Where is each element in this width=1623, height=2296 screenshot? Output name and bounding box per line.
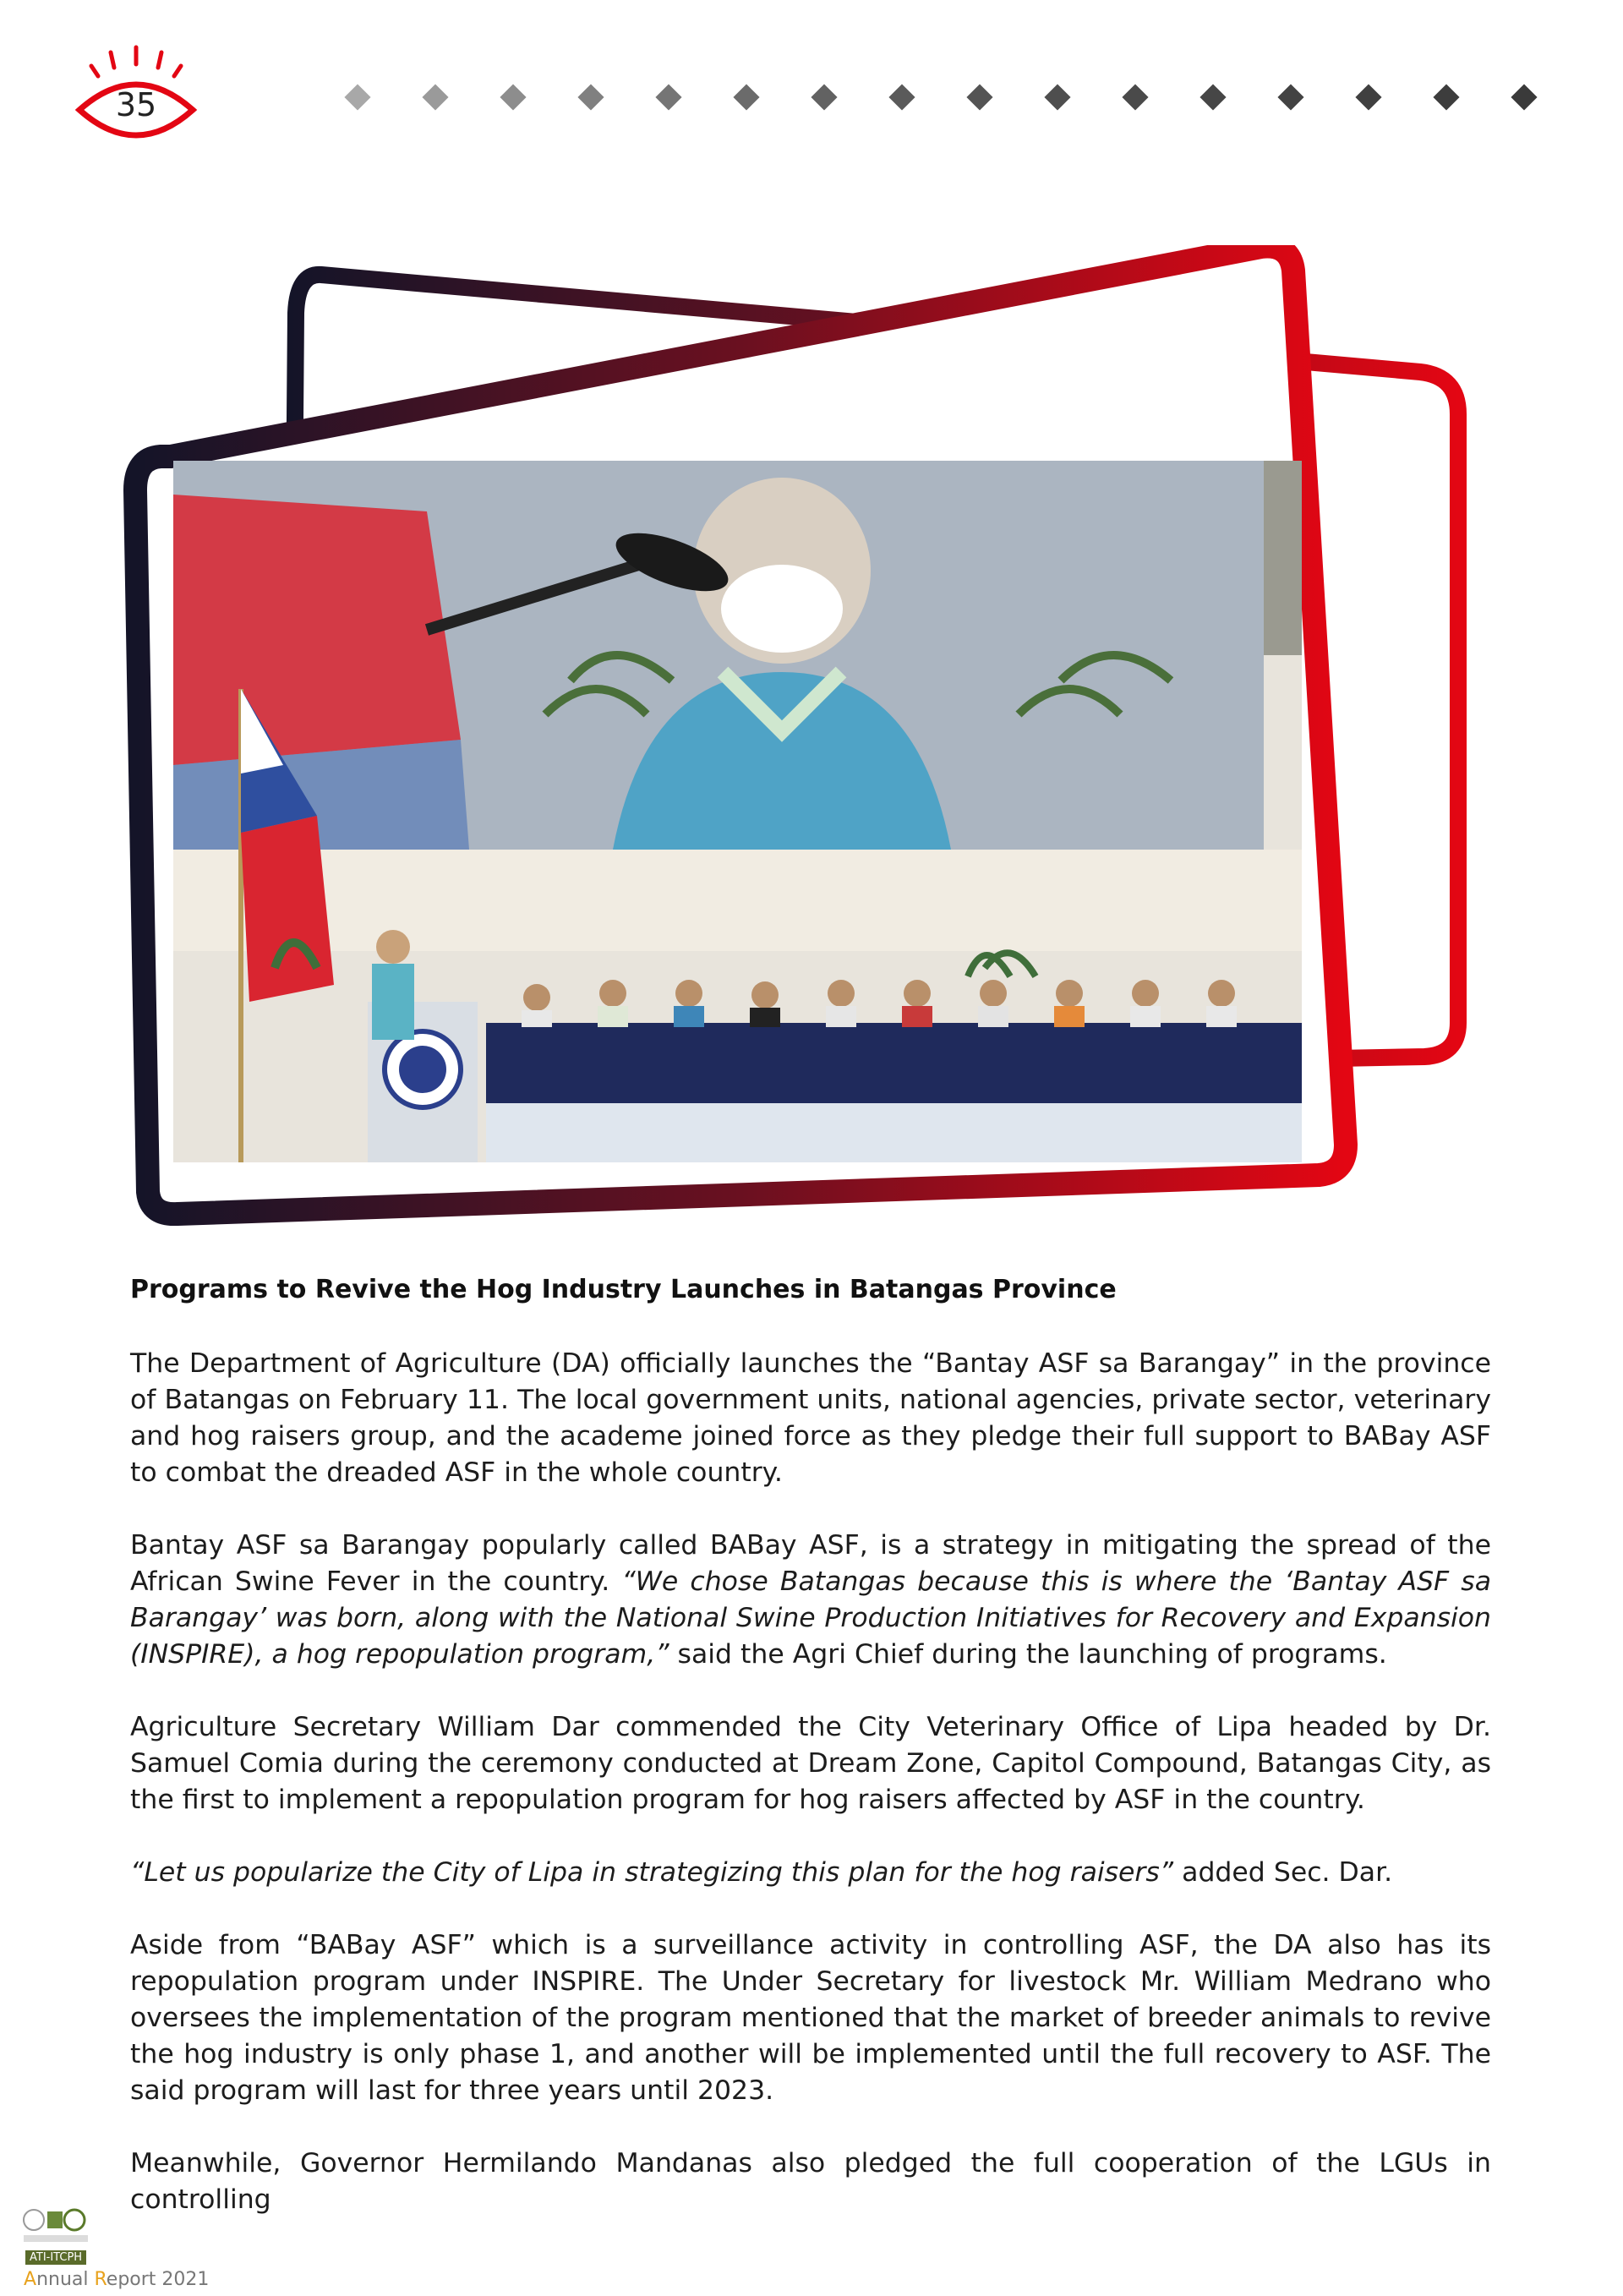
- quote-text: “We chose Batangas because this is where the ‘Bantay ASF sa Barangay’ was born, along with the National Swine Production Initiatives for Recovery and Expansion (INSPIRE), a hog repopulation program,”: [130, 1566, 1491, 1670]
- diamond-ornament: [1199, 84, 1226, 110]
- certification-logos: [22, 2201, 90, 2252]
- diamond-ornament: [1044, 84, 1070, 110]
- paragraph: Aside from “BABay ASF” which is a surveillance activity in controlling ASF, the DA also has its repopulation program under INSPIRE. The Under Secretary for livestock Mr. William Medrano who oversees the implementation of the program mentioned that the market of breeder animals to revive the hog industry is only phase 1, and another will be implemented until the full recovery to ASF. The said program will last for three years until 2023.: [130, 1930, 1491, 2106]
- report-label: [24, 2269, 209, 2290]
- diamond-ornament: [422, 84, 448, 110]
- diamond-ornament: [1355, 84, 1381, 110]
- report-initial: R: [94, 2269, 107, 2290]
- diamond-ornament: [966, 84, 992, 110]
- paragraph: Agriculture Secretary William Dar commended the City Veterinary Office of Lipa headed by Dr. Samuel Comia during the ceremony conducted at Dream Zone, Capitol Compound, Batangas City, as the first to implement a repopulation program for hog raisers affected by ASF in the country.: [130, 1712, 1491, 1815]
- diamond-ornament: [500, 84, 526, 110]
- head-table: [486, 1023, 1302, 1116]
- page-number-badge: [73, 42, 199, 144]
- paragraph-text: Bantay ASF sa Barangay popularly called BABay ASF, is a strategy in mitigating the spread of the African Swine Fever in the country.: [130, 1530, 1491, 1597]
- paragraph: [130, 1528, 1491, 1673]
- paragraph-text: added Sec. Dar.: [1173, 1857, 1393, 1888]
- diamond-ornament: [888, 84, 915, 110]
- report-text: nnual: [36, 2269, 95, 2290]
- paragraph: [130, 1855, 1491, 1891]
- diamond-ornament: [577, 84, 604, 110]
- agency-logo-icon: [47, 2211, 63, 2228]
- diamond-ornament: [655, 84, 681, 110]
- paragraph: Meanwhile, Governor Hermilando Mandanas also pledged the full cooperation of the LGUs in controlling: [130, 2148, 1491, 2215]
- report-initial: A: [24, 2269, 37, 2290]
- quote-text: “Let us popularize the City of Lipa in strategizing this plan for the hog raisers”: [130, 1857, 1174, 1888]
- report-text: eport 2021: [106, 2269, 210, 2290]
- diamond-ornament: [1511, 84, 1537, 110]
- diamond-ornament: [1433, 84, 1459, 110]
- diamond-ornament: [344, 84, 370, 110]
- article-headline: Programs to Revive the Hog Industry Launches in Batangas Province: [130, 1275, 1117, 1304]
- iso-logo-icon: [24, 2210, 44, 2230]
- diamond-ornament: [733, 84, 759, 110]
- paragraph-text: said the Agri Chief during the launching of programs.: [669, 1639, 1387, 1670]
- paragraph: The Department of Agriculture (DA) officially launches the “Bantay ASF sa Barangay” in the province of Batangas on February 11. The local government units, national agencies, private sector, veterinary and hog raisers group, and the academe joined force as they pledge their full support to BABay ASF to combat the dreaded ASF in the whole country.: [130, 1348, 1491, 1488]
- diamond-divider: [338, 81, 1555, 115]
- diamond-ornament: [811, 84, 837, 110]
- diamond-ornament: [1122, 84, 1148, 110]
- seal-logo-icon: [64, 2210, 85, 2230]
- diamond-ornament: [1277, 84, 1303, 110]
- org-label: ATI-ITCPH: [25, 2250, 86, 2265]
- page-number: 35: [115, 86, 157, 123]
- event-photo: [173, 461, 1302, 1162]
- article-body: [130, 1346, 1491, 2255]
